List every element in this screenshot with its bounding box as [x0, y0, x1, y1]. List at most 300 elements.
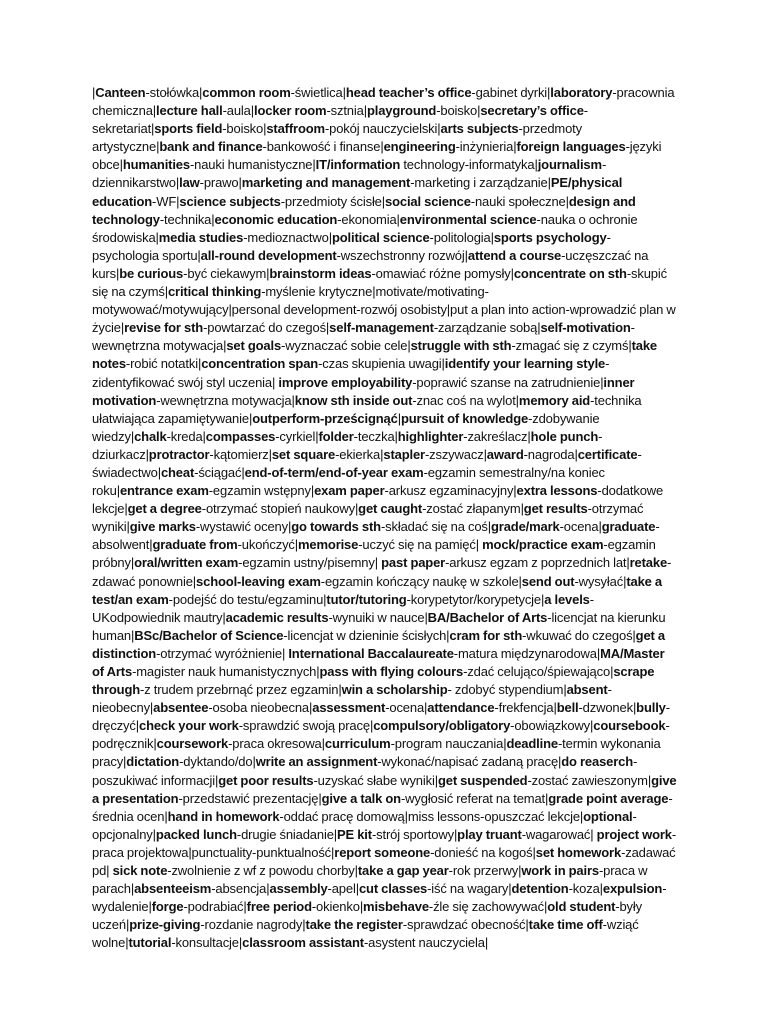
vocab-term: retake — [629, 555, 668, 571]
vocab-definition: -arkusz egzaminacyjny — [384, 483, 514, 499]
separator: | — [149, 537, 153, 553]
vocab-term: sports field — [154, 121, 223, 137]
separator: | — [250, 103, 254, 119]
vocab-term: forge — [151, 899, 184, 915]
separator: | — [513, 483, 517, 499]
vocab-term: highlighter — [397, 428, 464, 444]
vocab-entry — [383, 447, 483, 462]
vocab-term: bell — [556, 700, 579, 716]
vocab-definition: -magister nauk humanistycznych — [132, 664, 317, 679]
separator: | — [503, 736, 507, 752]
vocab-entry — [156, 103, 251, 118]
vocab-entry — [457, 827, 590, 842]
vocab-term: scrape through — [92, 664, 655, 698]
vocab-term: free period — [246, 899, 312, 915]
separator: | — [152, 103, 157, 119]
separator: | — [590, 718, 594, 734]
vocab-definition: -wykonać/napisać zadaną pracę — [377, 754, 559, 770]
separator: | — [359, 899, 364, 915]
vocab-definition: -świadectwo — [92, 446, 642, 480]
vocab-term: miss lessons — [407, 808, 481, 824]
vocab-term: take a test/an exam — [92, 573, 662, 607]
separator: | — [302, 917, 306, 933]
vocab-definition: -praca okresowa — [228, 736, 322, 752]
separator: | — [281, 645, 286, 661]
vocab-term: attend a course — [467, 247, 562, 263]
separator: | — [374, 555, 378, 571]
vocab-term: International Baccalaureate — [285, 645, 454, 661]
vocab-term: academic results — [225, 609, 329, 625]
vocab-term: hand in homework — [167, 808, 280, 824]
vocab-entry — [202, 85, 342, 100]
vocab-term: absent — [566, 682, 608, 698]
vocab-term: know sth inside out — [294, 392, 413, 408]
separator: | — [527, 428, 531, 444]
vocab-definition: -rozdanie nagrody — [200, 917, 303, 933]
vocab-definition: -uczęszczać na kurs — [92, 247, 649, 281]
vocab-term: dictation — [126, 754, 180, 770]
vocab-entry — [358, 501, 520, 516]
vocab-definition: -czas skupienia uwagi — [318, 356, 442, 372]
vocab-definition: -absolwent — [92, 519, 660, 553]
vocab-definition: -egzamin wstępny — [208, 483, 311, 499]
separator: | — [441, 356, 445, 372]
separator: | — [363, 103, 367, 119]
separator: | — [164, 284, 168, 300]
separator: | — [318, 790, 322, 806]
vocab-definition: -cyrkiel — [275, 428, 316, 444]
separator: | — [477, 103, 481, 119]
separator: | — [315, 428, 319, 444]
vocab-entry — [149, 447, 269, 462]
vocab-term: optional — [583, 808, 633, 824]
separator: | — [325, 320, 330, 336]
vocab-entry — [449, 628, 632, 643]
vocab-entry — [363, 899, 544, 914]
vocab-definition: -kątomierz — [209, 446, 269, 462]
vocab-term: cram for sth — [449, 627, 523, 643]
vocab-term: sick note — [109, 863, 168, 879]
vocab-definition: -egzamin próbny — [92, 537, 656, 571]
vocab-entry — [367, 103, 477, 118]
vocab-entry — [385, 194, 566, 209]
separator: | — [115, 265, 120, 281]
separator: | — [610, 664, 614, 679]
vocab-definition: -zarządzanie sobą — [433, 320, 538, 336]
vocab-term: hole punch — [530, 428, 599, 444]
separator: | — [464, 247, 468, 263]
vocab-definition: -wydalenie — [92, 881, 667, 915]
vocab-term: report someone — [334, 844, 431, 860]
separator: | — [120, 320, 125, 336]
vocab-term: economic education — [214, 211, 338, 227]
vocab-definition: -przedmioty ścisłe — [280, 193, 382, 209]
vocab-term: punctuality — [191, 844, 253, 860]
vocab-term: staffroom — [266, 121, 325, 137]
vocab-term: PE/physical education — [92, 175, 623, 209]
vocab-entry — [152, 537, 294, 552]
vocab-term: get a distinction — [92, 627, 665, 661]
vocab-entry — [295, 393, 516, 408]
vocab-definition: -z trudem przebrnąć przez egzamin — [140, 682, 339, 698]
vocab-term: set square — [271, 446, 336, 462]
vocab-definition: -konsultacje — [171, 935, 239, 951]
vocab-entry — [242, 935, 485, 950]
vocab-term: a levels — [544, 591, 590, 607]
vocab-definition: -źle się zachowywać — [428, 899, 544, 915]
vocab-term: laboratory — [550, 85, 613, 100]
vocab-definition: -koza — [568, 881, 600, 897]
vocab-definition: technology-informatyka — [400, 157, 535, 173]
separator: | — [437, 121, 441, 137]
vocab-entry — [130, 519, 288, 534]
vocab-definition: -inżynieria — [455, 139, 514, 155]
vocab-entry — [156, 827, 334, 842]
vocab-definition: -zwolnienie z wf z powodu chorby — [167, 863, 355, 879]
vocab-definition: -frekfencja — [494, 700, 554, 716]
vocab-definition: -stołówka — [145, 85, 200, 100]
vocab-term: MA/Master of Arts — [92, 645, 665, 679]
separator: | — [490, 229, 494, 245]
vocab-term: folder — [318, 428, 354, 444]
separator: | — [106, 863, 110, 879]
vocab-definition: -podrabiać — [183, 899, 244, 915]
separator: | — [266, 265, 270, 281]
separator: | — [424, 609, 428, 625]
vocab-term: take notes — [92, 338, 657, 372]
separator: | — [475, 537, 479, 553]
vocab-definition: -zidentyfikować swój styl uczenia — [92, 356, 610, 390]
vocab-term: packed lunch — [155, 826, 237, 842]
vocab-term: past paper — [377, 555, 446, 571]
separator: | — [223, 338, 227, 354]
vocab-entry — [272, 447, 380, 462]
vocab-term: exam paper — [314, 483, 385, 499]
vocab-term: send out — [521, 573, 575, 589]
vocab-definition: -osoba nieobecna — [208, 700, 309, 716]
vocab-term: stapler — [383, 446, 425, 462]
vocab-definition: -sprawdzić swoją pracę — [238, 718, 370, 734]
vocab-term: curriculum — [324, 736, 391, 752]
vocab-term: revise for sth — [124, 320, 204, 336]
vocab-definition: -oddać pracę domową — [279, 808, 405, 824]
separator: | — [446, 302, 451, 318]
separator: | — [369, 718, 374, 734]
vocab-definition: -uzyskać słabe wyniki — [313, 772, 435, 788]
separator: | — [148, 899, 152, 915]
vocab-term: playground — [366, 103, 437, 119]
vocab-definition: -opuszczać lekcje — [480, 808, 580, 824]
vocab-definition: -zdać celująco/śpiewająco — [463, 664, 611, 679]
vocab-entry — [134, 628, 446, 643]
separator: | — [238, 935, 243, 951]
separator: | — [434, 772, 438, 788]
vocab-term: foreign languages — [516, 139, 626, 155]
vocab-term: self-motivation — [540, 320, 631, 336]
vocab-term: absenteeism — [134, 881, 212, 897]
vocab-definition: -poszukiwać informacji — [92, 754, 638, 788]
vocab-definition: -wkuwać do czegoś — [522, 627, 633, 643]
vocab-definition: -wewnętrzna motywacja — [156, 392, 292, 408]
vocab-term: compasses — [205, 428, 276, 444]
vocab-term: project work — [593, 826, 672, 842]
separator: | — [266, 881, 270, 897]
vocab-entry — [269, 266, 510, 281]
separator: | — [381, 193, 385, 209]
vocab-definition: -wyznaczać sobie cele — [281, 338, 408, 354]
vocab-term: design and technology — [92, 193, 636, 227]
vocab-definition: -poprawić szanse na zatrudnienie — [412, 374, 601, 390]
vocab-term: journalism — [537, 157, 602, 173]
vocab-definition: -ściągać — [194, 464, 242, 480]
vocab-entry — [120, 483, 311, 498]
separator: | — [632, 700, 637, 716]
separator: | — [574, 446, 578, 462]
vocab-term: entrance exam — [119, 483, 209, 499]
separator: | — [130, 881, 135, 897]
vocab-term: self-management — [329, 320, 434, 336]
vocab-definition: -ukończyć — [237, 537, 295, 553]
vocab-definition: -egzamin semestralny/na koniec roku — [92, 464, 605, 499]
vocab-entry — [179, 194, 381, 209]
separator: | — [291, 392, 295, 408]
vocab-entry — [201, 248, 465, 263]
vocab-entry — [191, 844, 335, 860]
vocab-term: memorise — [298, 537, 359, 553]
vocab-entry — [326, 592, 541, 607]
vocab-entry — [168, 809, 405, 824]
vocab-term: oral/written exam — [134, 555, 239, 571]
vocab-entry — [269, 881, 355, 896]
separator: | — [211, 211, 215, 227]
vocab-term: sports psychology — [493, 229, 607, 245]
vocab-definition: -nauki społeczne — [470, 193, 566, 209]
vocab-term: Canteen — [95, 85, 146, 100]
vocab-definition: -dodatkowe lekcje — [92, 483, 664, 517]
vocab-entry — [266, 121, 437, 136]
vocab-term: secretary’s office — [480, 103, 584, 119]
separator: | — [131, 627, 135, 643]
vocab-term: end-of-term/end-of-year exam — [244, 464, 424, 480]
vocab-entry — [408, 809, 580, 824]
vocab-term: concentrate on sth — [513, 265, 627, 281]
vocab-term: graduate from — [152, 537, 238, 553]
vocab-definition: -licencjat w dzieninie ścisłych — [283, 627, 447, 643]
vocab-definition: -nieobecny — [92, 682, 612, 716]
vocab-definition: -średnia ocen — [92, 790, 673, 824]
separator: | — [248, 410, 253, 426]
separator: | — [294, 537, 298, 553]
separator: | — [252, 754, 256, 770]
separator: | — [316, 664, 320, 679]
vocab-definition: -otrzymać stopień naukowy — [201, 501, 355, 517]
vocab-entry — [242, 175, 548, 190]
vocab-entry — [159, 139, 380, 154]
vocab-term: set goals — [226, 338, 282, 354]
separator: | — [175, 175, 180, 191]
vocab-entry — [427, 700, 553, 715]
vocab-entry — [314, 483, 513, 498]
separator: | — [268, 446, 272, 462]
separator: | — [176, 193, 180, 209]
separator: | — [453, 826, 458, 842]
vocab-entry — [511, 881, 599, 896]
vocab-entry — [109, 863, 354, 878]
vocab-term: cheat — [160, 464, 195, 480]
vocab-term: engineering — [383, 139, 456, 155]
vocab-entry — [214, 212, 396, 227]
separator: | — [520, 501, 524, 517]
vocab-definition: -dręczyć — [92, 700, 670, 734]
separator: | — [446, 627, 450, 643]
vocab-term: bully — [636, 700, 666, 716]
vocab-definition: -nagroda — [523, 446, 575, 462]
separator: | — [157, 464, 161, 480]
separator: | — [563, 682, 567, 698]
vocab-term: detention — [511, 881, 569, 897]
separator: | — [156, 139, 160, 155]
vocab-entry — [134, 555, 375, 570]
vocab-term: improve employability — [275, 374, 413, 390]
vocab-term: BA/Bachelor of Arts — [427, 609, 548, 625]
vocab-entry — [139, 718, 370, 733]
separator: | — [380, 446, 384, 462]
separator: | — [537, 320, 541, 336]
vocab-definition: -zdawać ponownie — [92, 555, 672, 589]
vocab-term: win a scholarship — [341, 682, 448, 698]
vocab-entry — [325, 736, 503, 751]
vocab-term: graduate — [601, 519, 656, 535]
separator: | — [263, 121, 267, 137]
vocab-term: coursebook — [593, 718, 666, 734]
vocab-term: all-round development — [200, 247, 337, 263]
vocab-definition: -egzamin ustny/pisemny — [238, 555, 375, 571]
vocab-entry — [438, 773, 648, 788]
separator: | — [214, 772, 219, 788]
vocab-term: protractor — [148, 446, 210, 462]
separator: | — [228, 302, 232, 318]
vocab-definition: -nauki humanistyczne — [189, 157, 313, 173]
separator: | — [372, 284, 376, 300]
vocab-definition: -były uczeń — [92, 899, 642, 933]
separator: | — [424, 700, 428, 716]
vocab-term: deadline — [506, 736, 558, 752]
vocab-definition: -motywować/motywujący — [92, 284, 489, 318]
vocab-entry — [397, 428, 531, 444]
vocab-entry — [491, 519, 598, 534]
vocab-entry — [254, 103, 364, 118]
vocab-entry — [247, 899, 360, 914]
vocab-definition: -ekierka — [335, 446, 381, 462]
vocab-entry — [486, 446, 578, 462]
vocab-term: classroom assistant — [242, 935, 364, 951]
vocab-term: social science — [385, 193, 471, 209]
separator: | — [483, 446, 487, 462]
vocab-definition: -obowiązkowy — [510, 718, 591, 734]
separator: | — [599, 881, 603, 897]
vocab-entry — [318, 429, 394, 444]
vocab-definition: -pracownia chemiczna — [92, 85, 675, 119]
separator: | — [547, 175, 551, 191]
vocab-term: marketing and management — [241, 175, 411, 191]
vocab-term: prize-giving — [129, 917, 201, 933]
vocab-definition: -podręcznik — [92, 718, 670, 752]
vocab-definition: - zdobyć stypendium — [447, 682, 564, 698]
vocab-definition: -politologia — [429, 229, 491, 245]
vocab-definition: -prawo — [199, 175, 239, 191]
vocab-entry — [225, 609, 428, 625]
vocab-definition: -drugie śniadanie — [236, 826, 334, 842]
vocab-term: bank and finance — [159, 139, 263, 155]
separator: | — [510, 265, 514, 281]
vocab-term: mock/practice exam — [478, 537, 604, 553]
vocab-definition: -wszechstronny rozwój — [336, 247, 465, 263]
separator: | — [321, 736, 325, 752]
vocab-term: get caught — [358, 501, 423, 517]
vocab-entry — [334, 845, 532, 860]
vocab-term: political science — [331, 229, 430, 245]
separator: | — [125, 917, 130, 933]
vocab-entry — [315, 157, 538, 173]
separator: | — [623, 573, 627, 589]
separator: | — [543, 899, 548, 915]
separator: | — [152, 826, 156, 842]
vocab-term: give a presentation — [92, 772, 677, 806]
separator: | — [119, 157, 123, 173]
vocab-term: get poor results — [218, 772, 314, 788]
separator: | — [626, 555, 630, 571]
vocab-definition: -wynuiki w nauce — [328, 609, 425, 625]
separator: | — [130, 428, 135, 444]
separator: | — [287, 519, 292, 535]
vocab-definition: -gabinet dyrki — [471, 85, 548, 100]
vocab-definition: -wprowadzić plan w życie — [92, 302, 676, 336]
vocab-definition: -sprawdzać obecność — [402, 917, 526, 933]
vocab-term: work in pairs — [521, 863, 599, 879]
separator: | — [342, 85, 346, 100]
vocab-entry — [201, 356, 441, 371]
vocab-definition: -wygłosić referat na temat — [400, 790, 546, 806]
vocab-term: struggle with sth — [410, 338, 512, 354]
vocab-definition: -powtarzać do czegoś — [203, 320, 326, 336]
vocab-entry — [206, 429, 315, 444]
vocab-term: misbehave — [363, 899, 429, 915]
vocab-definition: -zostać złapanym — [422, 501, 521, 517]
vocab-entry — [179, 175, 238, 190]
vocab-definition: -matura międzynarodowa — [453, 645, 597, 661]
vocab-definition: -medioznactwo — [243, 229, 329, 245]
vocab-term: environmental science — [399, 211, 537, 227]
separator: | — [534, 157, 538, 173]
vocab-term: memory aid — [518, 392, 591, 408]
vocab-entry — [128, 935, 238, 950]
vocab-term: assessment — [312, 700, 386, 716]
vocab-entry — [134, 881, 266, 896]
separator: | — [125, 935, 129, 951]
separator: | — [328, 229, 332, 245]
vocab-definition: -składać się na coś — [380, 519, 488, 535]
separator: | — [135, 718, 139, 734]
vocab-term: play truant — [457, 826, 522, 842]
vocab-definition: -asystent nauczyciela — [363, 935, 485, 951]
vocab-definition: -przedstawić prezentację — [178, 790, 319, 806]
vocab-definition: -ocena — [559, 519, 599, 535]
vocab-definition: -technika — [159, 211, 212, 227]
vocab-term: humanities — [122, 157, 190, 173]
vocab-term: science subjects — [179, 193, 281, 209]
vocab-definition: -korypetytor/korypetycje — [406, 591, 542, 607]
vocab-definition: -pokój nauczycielski — [324, 121, 438, 137]
